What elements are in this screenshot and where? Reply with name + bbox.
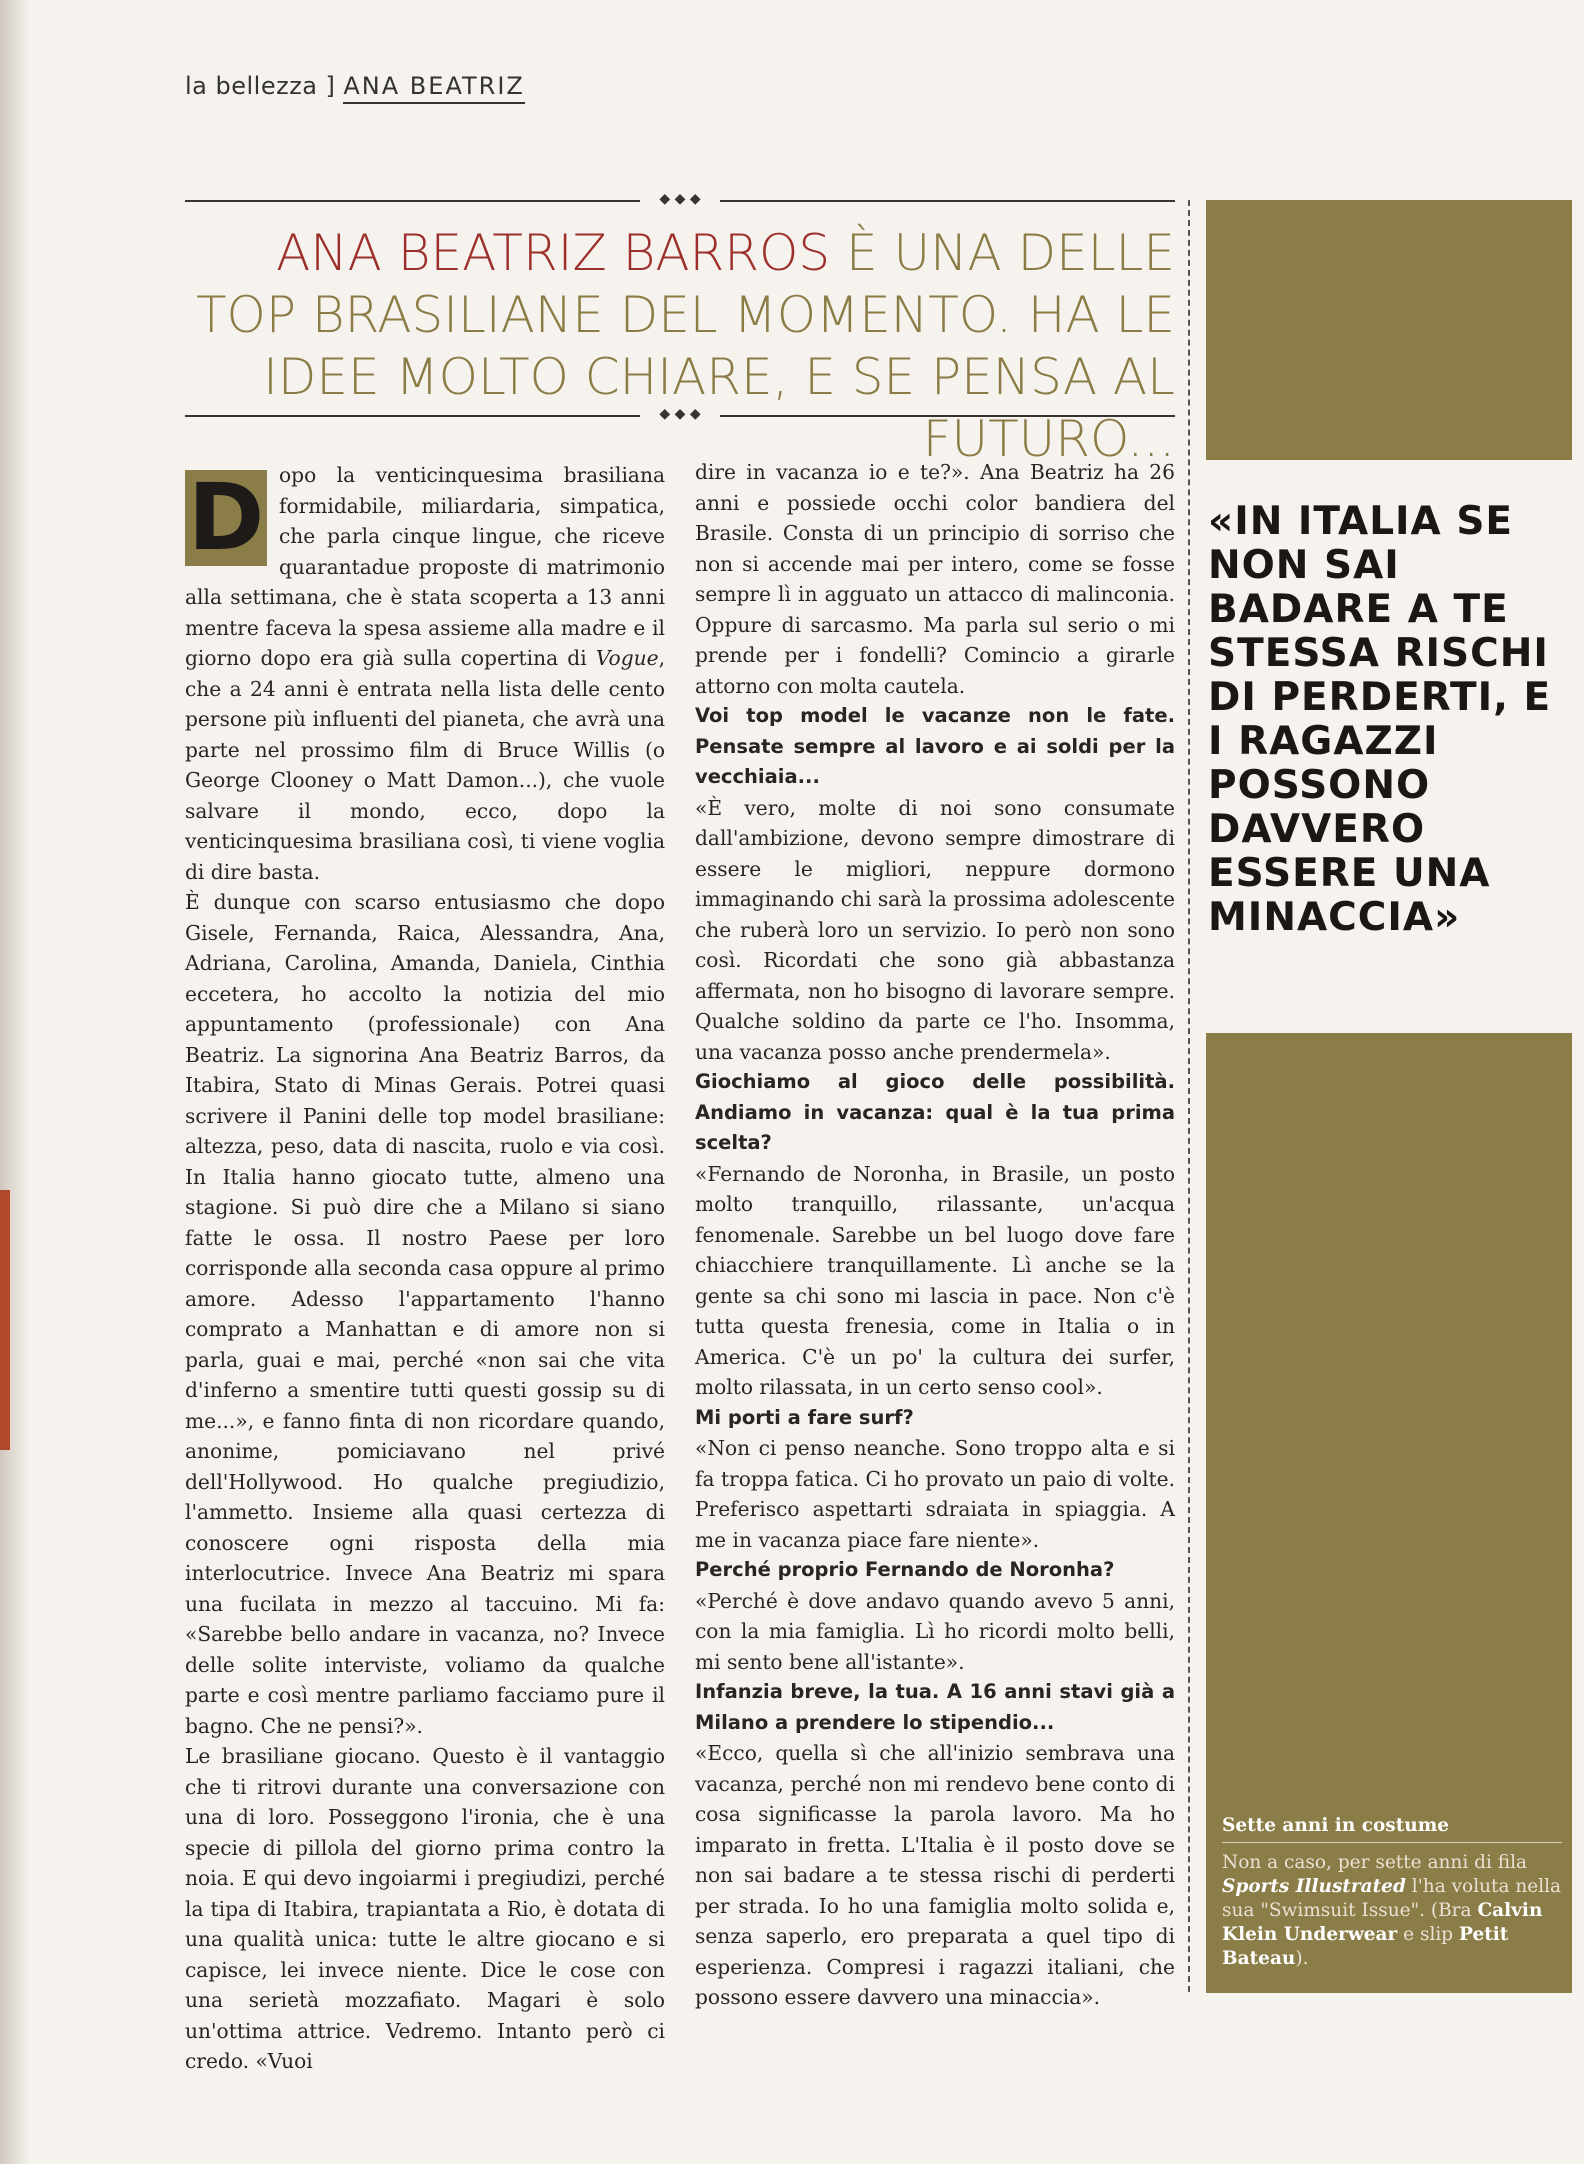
drop-cap: D [185,470,267,566]
interview-answer: «Ecco, quella sì che all'inizio sembrava una vacanza, perché non mi rendevo bene conto di cosa significasse la parola lavoro. Ma ho imparato in fretta. L'Italia è il posto dove se non sai badare a te stessa rischi di perderti per strada. Io ho una famiglia molto solida e, senza saperlo, ero preparata a quel tipo di esperienza. Compresi i ragazzi italiani, che possono essere davvero una minaccia». [695,1741,1175,2009]
body-column-2 [695,457,1175,2013]
deck-text: È UNA DELLE TOP BRASILIANE DEL MOMENTO. HA LE IDEE MOLTO CHIARE, E SE PENSA AL FUTURO... [195,224,1175,468]
paragraph: D opo la venticinquesima brasiliana formidabile, miliardaria, simpatica, che parla cinque lingue, che riceve quarantadue proposte di matrimonio alla settimana, che è stata scoperta a 13 anni mentre faceva la spesa assieme alla madre e il giorno dopo era già sulla copertina di Vogue, che a 24 anni è entrata nella lista delle cento persone più influenti del pianeta, che avrà una parte nel prossimo film di Bruce Willis (o George Clooney o Matt Damon...), che vuole salvare il mondo, ecco, dopo la venticinquesima brasiliana così, ti viene voglia di dire basta. [185,463,665,884]
interview-answer: «Fernando de Noronha, in Brasile, un posto molto tranquillo, rilassante, un'acqua fenomenale. Sarebbe un bel luogo dove fare chiacchiere tranquillamente. Lì anche se la gente sa chi sono mi lascia in pace. Non c'è tutta questa frenesia, come in Italia o in America. C'è un po' la cultura dei surfer, molto rilassata, in un certo senso cool». [695,1161,1175,1399]
head-bracket: ] [325,72,336,100]
article-deck [185,222,1175,470]
running-head [185,72,525,100]
deck-top-rule: ◆ ◆ ◆ [185,200,1175,202]
deck-bottom-rule: ◆ ◆ ◆ [185,415,1175,417]
page-gutter-shadow [0,0,30,2164]
magazine-title: Vogue [595,646,659,670]
pull-quote: «IN ITALIA SE NON SAI BADARE A TE STESSA RISCHI DI PERDERTI, E I RAGAZZI POSSONO DAVVERO ESSERE UNA MINACCIA» [1208,499,1552,940]
caption-rule [1222,1842,1562,1843]
photo-placeholder-top [1206,200,1572,460]
caption-title: Sette anni in costume [1222,1815,1450,1836]
paragraph: Le brasiliane giocano. Questo è il vantaggio che ti ritrovi durante una conversazione con una di loro. Posseggono l'ironia, che è una specie di pillola del giorno prima contro la noia. E qui devo ingoiarmi i pregiudizi, perché la tipa di Itabira, trapiantata a Rio, è dotata di una qualità unica: tutte le altre giocano e si capisce, lei invece niente. Dice le cose con una serietà mozzafiato. Magari è solo un'ottima attrice. Vedremo. Intanto però ci credo. «Vuoi [185,1744,665,2073]
interview-answer: «Perché è dove andavo quando avevo 5 anni, con la mia famiglia. Lì ho ricordi molto belli, mi sento bene all'istante». [695,1588,1175,1674]
paragraph: dire in vacanza io e te?». Ana Beatriz ha 26 anni e possiede occhi color bandiera del Brasile. Consta di un principio di sorriso che non si accende mai per intero, come se fosse sempre lì in agguato un attacco di malinconia. Oppure di sarcasmo. Ma parla sul serio o mi prende per i fondelli? Comincio a girarle attorno con molta cautela. [695,460,1175,698]
interview-question: Mi porti a fare surf? [695,1405,914,1429]
interview-answer: «Non ci penso neanche. Sono troppo alta e si fa troppa fatica. Ci ho provato un paio di volte. Preferisco aspettarti sdraiata in spiaggia. A me in vacanza piace fare niente». [695,1436,1175,1552]
interview-question: Voi top model le vacanze non le fate. Pensate sempre al lavoro e ai soldi per la vecchiaia... [695,704,1175,788]
caption-brand: Calvin Klein Underwear [1222,1900,1543,1945]
adjacent-page-edge [0,1190,10,1450]
interview-answer: «È vero, molte di noi sono consumate dall'ambizione, devono sempre dimostrare di essere le migliori, neppure dormono immaginando chi sarà la prossima adolescente che ruberà loro un servizio. Io però non sono così. Ricordati che sono già abbastanza affermata, non ho bisogno di lavorare sempre. Qualche soldino da parte ce l'ho. Insomma, una vacanza posso anche prendermela». [695,795,1175,1064]
photo-caption: Sette anni in costume Non a caso, per sette anni di fila Sports Illustrated l'ha voluta nella sua "Swimsuit Issue". (Bra Calvin Klein Underwear e slip Petit Bateau). [1222,1815,1562,1969]
body-column-1 [185,460,665,2077]
paragraph: È dunque con scarso entusiasmo che dopo Gisele, Fernanda, Raica, Alessandra, Ana, Adriana, Carolina, Amanda, Daniela, Cinthia eccetera, ho accolto la notizia del mio appuntamento (professionale) con Ana Beatriz. La signorina Ana Beatriz Barros, da Itabira, Stato di Minas Gerais. Potrei quasi scrivere il Panini delle top model brasiliane: altezza, peso, data di nascita, ruolo e via così. In Italia hanno giocato tutte, almeno una stagione. Si può dire che a Milano si siano fatte le ossa. Il nostro Paese per loro corrisponde alla seconda casa oppure al primo amore. Adesso l'appartamento l'hanno comprato a Manhattan e di amore non si parla, guai e mai, perché «non sai che vita d'inferno a smentire tutti questi gossip su di me...», e fanno finta di non ricordare quando, anonime, pomiciavano nel privé dell'Hollywood. Ho qualche pregiudizio, l'ammetto. Insieme alla quasi certezza di conoscere ogni risposta della mia interlocutrice. Invece Ana Beatriz mi spara una fucilata in mezzo al taccuino. Mi fa: «Sarebbe bello andare in vacanza, no? Invece delle solite interviste, voliamo da qualche parte e così mentre parliamo facciamo pure il bagno. Che ne pensi?». [185,890,665,1738]
column-divider [1188,200,1190,1992]
interview-question: Perché proprio Fernando de Noronha? [695,1558,1115,1581]
deck-name: ANA BEATRIZ BARROS [276,224,831,282]
interview-question: Infanzia breve, la tua. A 16 anni stavi già a Milano a prendere lo stipendio... [695,1680,1175,1734]
interview-question: Giochiamo al gioco delle possibilità. Andiamo in vacanza: qual è la tua prima scelta? [695,1070,1175,1154]
caption-brand: Petit Bateau [1222,1924,1509,1969]
subject-label: ANA BEATRIZ [343,72,524,104]
caption-magazine: Sports Illustrated [1222,1876,1406,1897]
section-label: la bellezza [185,72,318,100]
